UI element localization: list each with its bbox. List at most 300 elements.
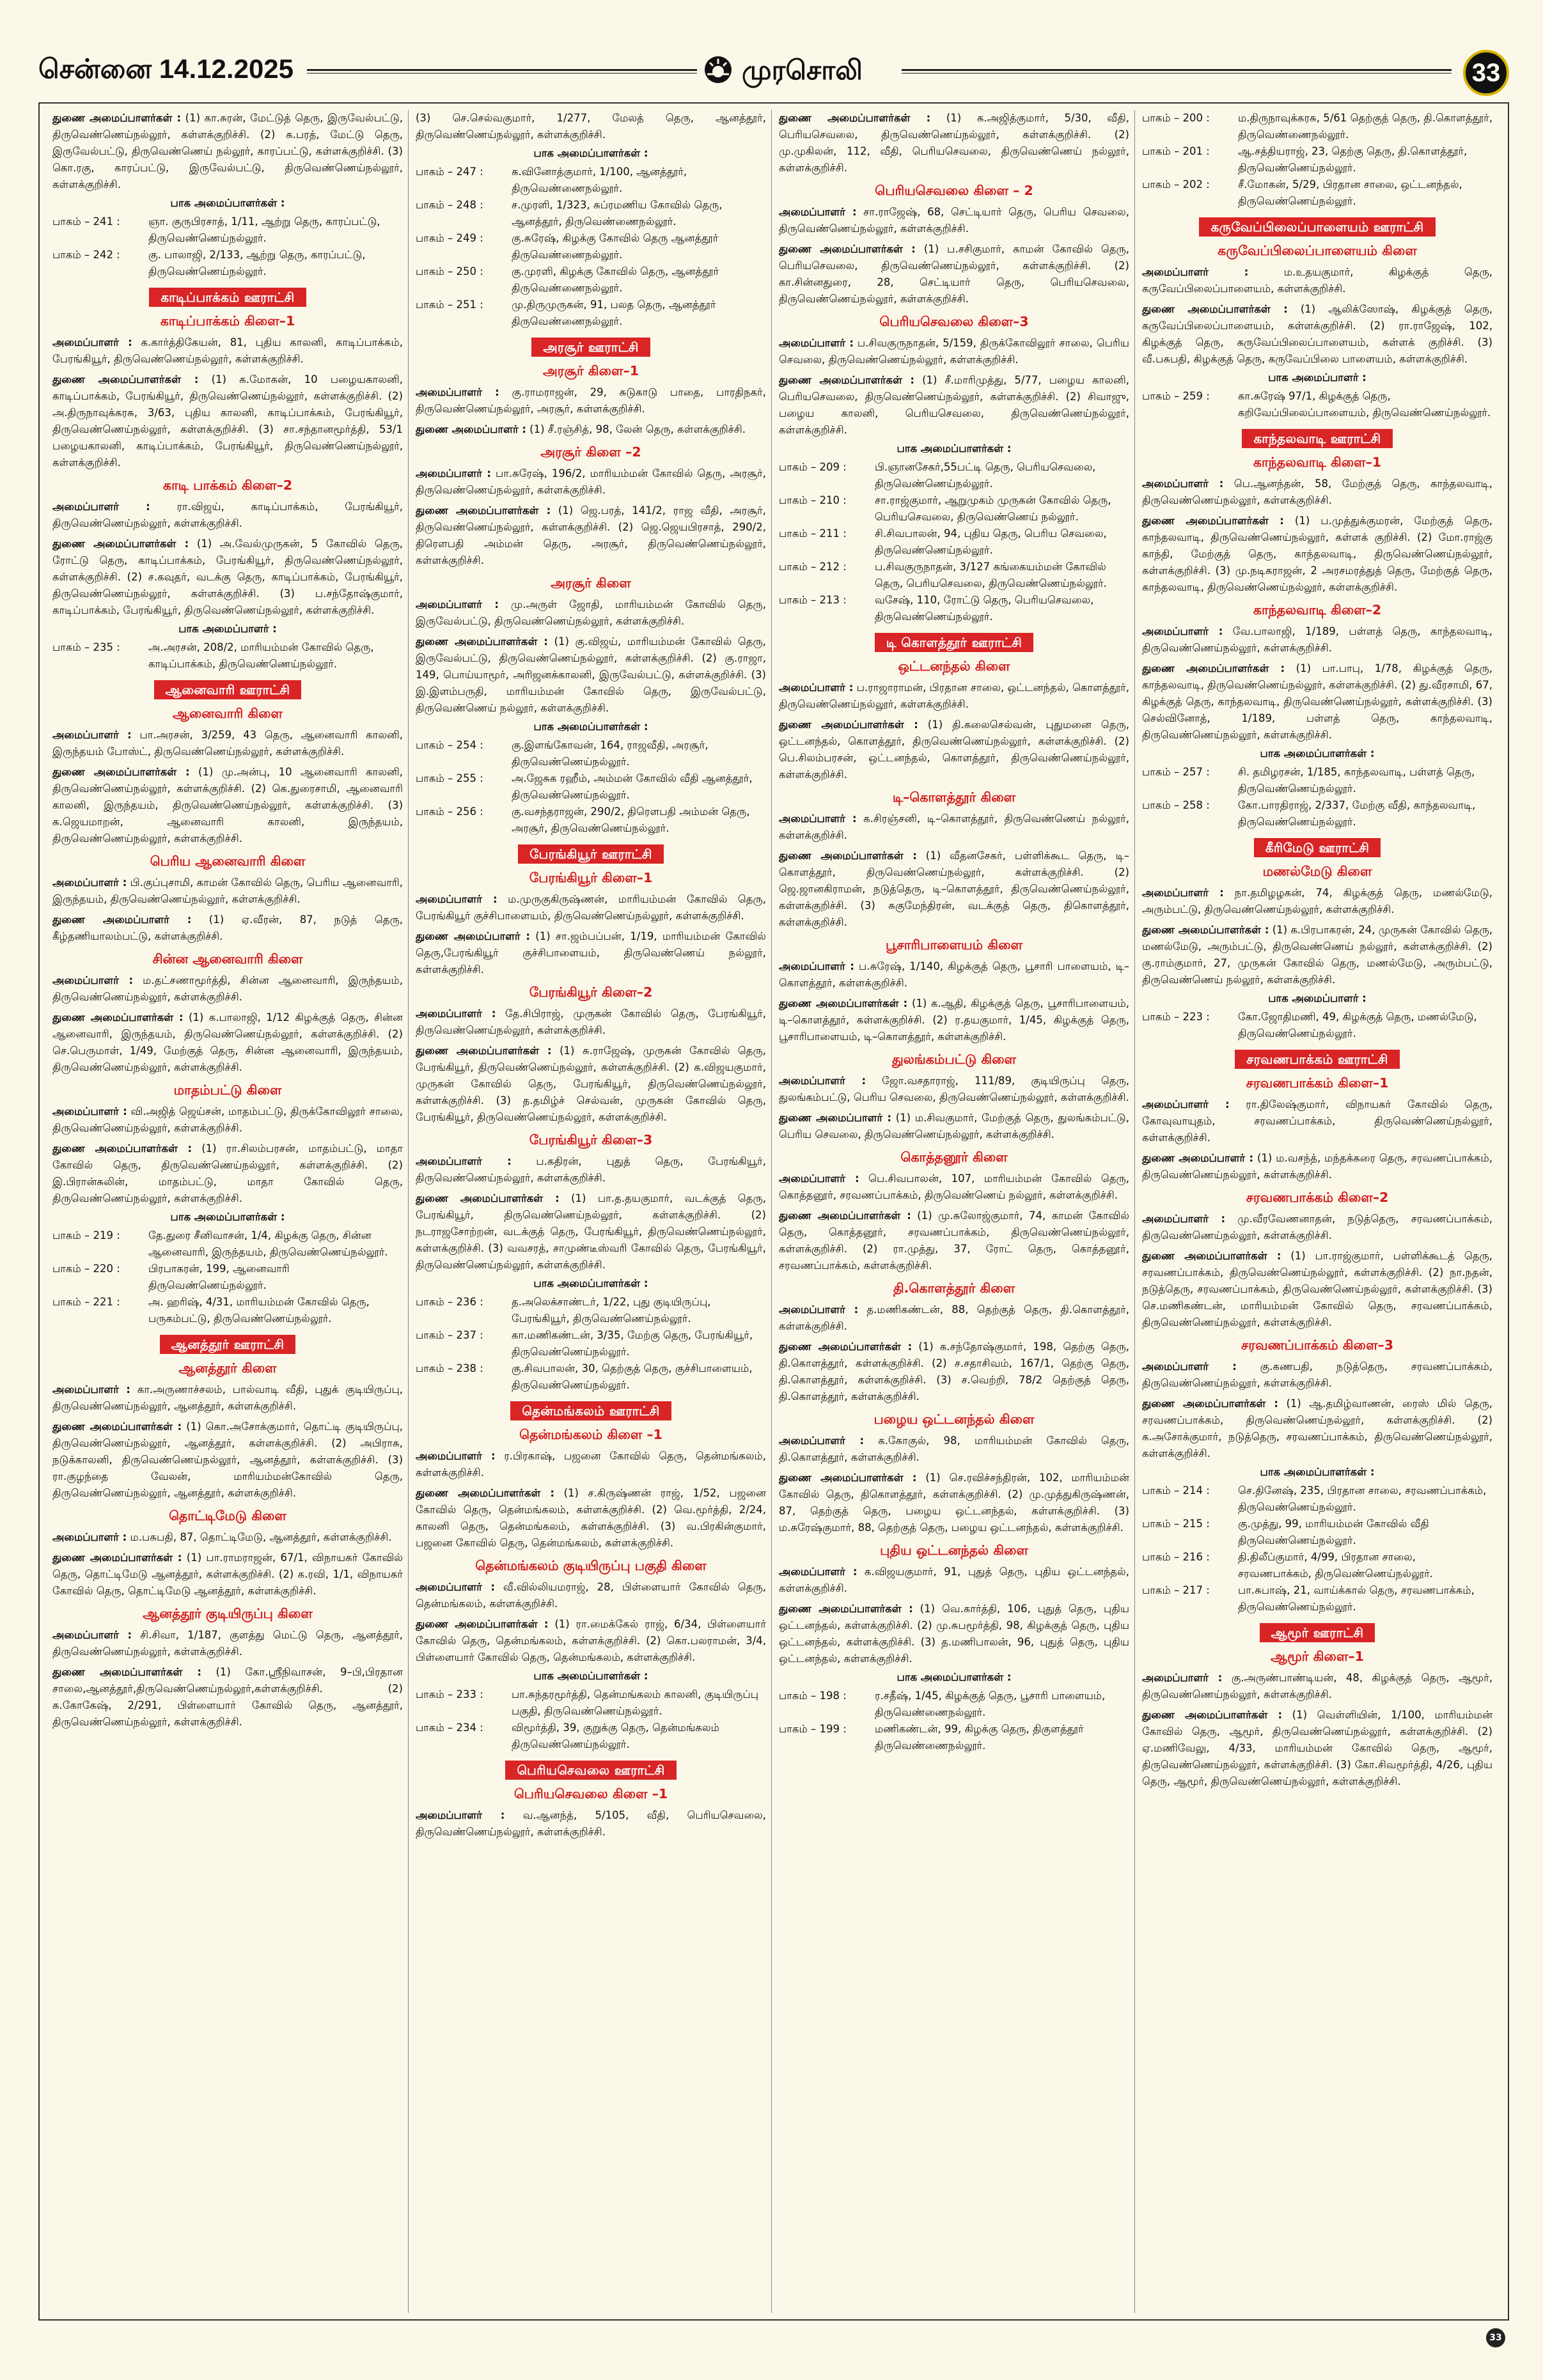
branch-heading: மணல்மேடு கிளை bbox=[1262, 864, 1372, 879]
entry-paragraph bbox=[416, 1579, 766, 1612]
entry-text: (1) மு.அன்பு, 10 ஆனைவாரி காலனி, திருவெண்ணெய்நல்லூர், கள்ளக்குறிச்சி. (2) கெ.துரைசாமி, ஆனைவாரி காலனி, இருந்தயம், திருவெண்ணெய்நல்லூர், கள்ளக்குறிச்சி. (3) க.ஜெயமாறன், ஆனைவாரி காலனி, இருந்தயம், திருவெண்ணெய்நல்லூர், கள்ளக்குறிச்சி. bbox=[52, 766, 403, 844]
booth-row bbox=[416, 230, 766, 263]
entry-paragraph bbox=[779, 1208, 1129, 1274]
entry-text: (1) சீ.ரஞ்சித், 98, லேன் தெரு, கள்ளக்குறிச்சி. bbox=[529, 423, 746, 435]
role-label: அமைப்பாளர் : bbox=[52, 1531, 127, 1543]
booth-row bbox=[779, 525, 1129, 559]
role-label: அமைப்பாளர் : bbox=[52, 1383, 130, 1396]
entry-text: (1) வீதனசேகர், பள்ளிக்கூட தெரு, டி–கொளத்தூர், திருவெண்ணெய்நல்லூர், கள்ளக்குறிச்சி. (2) ஜெ.ஜானகிராமன், நடுத்தெரு, டி–கொளத்தூர், திருவெண்ணெய்நல்லூர், கள்ளக்குறிச்சி. (3) சுகுமேந்திரன், வடக்குத் தெரு, திகொளத்தூர், கள்ளக்குறிச்சி. bbox=[779, 850, 1129, 928]
entry-paragraph bbox=[779, 1073, 1129, 1106]
branch-heading: சரவணபாக்கம் கிளை–2 bbox=[1246, 1190, 1389, 1205]
entry-paragraph bbox=[416, 1043, 766, 1126]
booth-row bbox=[416, 297, 766, 330]
panchayat-heading: கருவேப்பிலைப்பாளையம் ஊராட்சி bbox=[1199, 217, 1435, 237]
entry-text: (1) ஆலிக்ஸோஷ், கிழக்குத் தெரு, கருவேப்பிலைப்பாளையம், கள்ளக்குறிச்சி. (2) ரா.ராஜேஷ், 102, கிழக்குத் தெரு, கருவேப்பிலைப்பாளையம், கள்ளக் குறிச்சி. (3) வீ.பசுபதி, கிழக்குத் தெரு, கருவேப்பிலை பாளையம், கள்ளக்குறிச்சி. bbox=[1142, 303, 1492, 365]
role-label: துணை அமைப்பாளர்கள் : bbox=[779, 1209, 911, 1222]
entry-paragraph bbox=[779, 1564, 1129, 1597]
role-label: துணை அமைப்பாளர்கள் : bbox=[1142, 924, 1269, 936]
entry-paragraph bbox=[779, 372, 1129, 439]
entry-paragraph bbox=[1142, 623, 1492, 657]
booth-number: பாகம் – 233 : bbox=[416, 1688, 483, 1700]
panchayat-heading: பேரங்கியூர் ஊராட்சி bbox=[518, 844, 663, 864]
entry-text: (1) ம.வசந்த், மந்தக்கரை தெரு, சரவணப்பாக்கம், திருவெண்ணெய்நல்லூர், கள்ளக்குறிச்சி. bbox=[1142, 1152, 1492, 1181]
entry-paragraph bbox=[52, 1419, 403, 1502]
booth-row bbox=[52, 1227, 403, 1261]
entry-paragraph bbox=[52, 1627, 403, 1660]
entry-text: ப.சுரேஷ், 1/140, கிழக்குத் தெரு, பூசாரி பாளையம், டி–கொளத்தூர், கள்ளக்குறிச்சி. bbox=[779, 960, 1129, 989]
branch-heading: தென்மங்கலம் கிளை –1 bbox=[519, 1427, 662, 1442]
page-frame bbox=[38, 102, 1509, 2321]
booth-organiser: கு.முத்து, 99, மாரியம்மன் கோவில் வீதி திருவெண்ணெய்நல்லூர். bbox=[1238, 1518, 1429, 1546]
entry-text: மு.வீரவேணனாதன், நடுத்தெரு, சரவணப்பாக்கம், திருவெண்ணெய்நல்லூர், கள்ளக்குறிச்சி. bbox=[1142, 1213, 1492, 1241]
booth-organisers-heading: பாக அமைப்பாளர்கள் : bbox=[170, 1211, 285, 1223]
entry-text: கு.அருண்பாண்டியன், 48, கிழக்குத் தெரு, ஆமூர், திருவெண்ணெய்நல்லூர், கள்ளக்குறிச்சி. bbox=[1142, 1672, 1492, 1700]
entry-paragraph bbox=[1142, 660, 1492, 743]
role-label: துணை அமைப்பாளர் : bbox=[52, 914, 192, 926]
branch-heading: அரசூர் கிளை bbox=[551, 575, 631, 591]
entry-text: ம.பசுபதி, 87, தொட்டிமேடு, ஆனத்தூர், கள்ளக்குறிச்சி. bbox=[130, 1531, 392, 1543]
role-label: அமைப்பாளர் : bbox=[1142, 1213, 1226, 1225]
booth-number: பாகம் – 254 : bbox=[416, 739, 483, 751]
role-label: துணை அமைப்பாளர்கள் : bbox=[1142, 662, 1285, 674]
booth-organiser: தே.துரை சீனிவாசன், 1/4, கிழக்கு தெரு, சின்ன ஆனைவாரி, இருந்தயம், திருவெண்ணெய்நல்லூர். bbox=[148, 1229, 388, 1258]
entry-text: (1) சு.ராஜேஷ், முருகன் கோவில் தெரு, பேரங்கியூர், திருவெண்ணெய்நல்லூர், கள்ளக்குறிச்சி. (2) க.விஜயகுமார், முருகன் கோவில் தெரு, பேரங்கியூர், திருவெண்ணெய்நல்லூர், கள்ளக்குறிச்சி. (3) த.தமிழ்ச் செல்வன், முருகன் கோவில் தெரு, பேரங்கியூர், திருவெண்ணெய்நல்லூர், கள்ளக்குறிச்சி. bbox=[416, 1045, 766, 1123]
entry-text: க.விஜயகுமார், 91, புதுத் தெரு, புதிய ஒட்டனந்தல், கள்ளக்குறிச்சி. bbox=[779, 1566, 1129, 1594]
booth-number: பாகம் – 200 : bbox=[1142, 112, 1210, 124]
booth-organiser: கு.சுரேஷ், கிழக்கு கோவில் தெரு ஆனத்தூர் திருவெண்ணைநல்லூர். bbox=[512, 232, 719, 261]
entry-text: பா.அரசன், 3/259, 43 தெரு, ஆனைவாரி காலனி, இருந்தயம் போஸ்ட், திருவெண்ணெய்நல்லூர், கள்ளக்குறிச்சி. bbox=[52, 729, 403, 758]
booth-organiser: கு.சிவபாலன், 30, தெற்குத் தெரு, குச்சிபாளையம், திருவெண்ணெய்நல்லூர். bbox=[512, 1362, 753, 1391]
panchayat-heading: காந்தலவாடி ஊராட்சி bbox=[1242, 429, 1392, 448]
entry-text: ரா.விஜய், காடிப்பாக்கம், பேரங்கியூர், திருவெண்ணெய்நல்லூர், கள்ளக்குறிச்சி. bbox=[52, 501, 403, 529]
role-label: அமைப்பாளர் : bbox=[52, 729, 132, 741]
booth-number: பாகம் – 259 : bbox=[1142, 390, 1210, 402]
booth-list bbox=[1142, 110, 1492, 210]
entry-paragraph bbox=[52, 972, 403, 1006]
role-label: அமைப்பாளர் : bbox=[416, 1809, 505, 1821]
entry-paragraph bbox=[779, 1110, 1129, 1143]
branch-heading: பெரிய ஆனைவாரி கிளை bbox=[150, 853, 306, 869]
role-label: அமைப்பாளர் : bbox=[416, 1007, 496, 1020]
branch-heading: பெரியசெவலை கிளை –1 bbox=[513, 1786, 668, 1801]
booth-row bbox=[416, 1686, 766, 1720]
booth-organisers-heading: பாக அமைப்பாளர் : bbox=[1268, 992, 1367, 1004]
role-label: அமைப்பாளர் : bbox=[52, 1629, 132, 1641]
entry-text: (1) கு.விஜய், மாரியம்மன் கோவில் தெரு, இருவேல்பட்டு, திருவெண்ணெய்நல்லூர், கள்ளக்குறிச்சி. (2) கு.ராஜா, 149, பொய்யாமூர், அரிஜனக்காலனி, இருவேல்பட்டு, கள்ளக்குறிச்சி. (3) இ.இளம்பருதி, மாரியம்மன் கோவில் தெரு, இருவேல்பட்டு, திருவெண்ணெய் நல்லூர், கள்ளக்குறிச்சி. bbox=[416, 635, 766, 714]
booth-list bbox=[416, 1294, 766, 1394]
role-label: அமைப்பாளர் : bbox=[416, 598, 499, 611]
booth-list bbox=[779, 459, 1129, 625]
entry-paragraph bbox=[416, 928, 766, 978]
entry-text: நா.தமிழழகன், 74, கிழக்குத் தெரு, மணல்மேடு, அரும்பட்டு, திருவெண்ணெய்நல்லூர், கள்ளக்குறிச்சி. bbox=[1142, 887, 1492, 915]
booth-number: பாகம் – 201 : bbox=[1142, 145, 1210, 157]
booth-row bbox=[416, 263, 766, 297]
entry-text: ப.ராஜாராமன், பிரதான சாலை, ஒட்டனந்தல், கொளத்தூர், திருவெண்ணெய்நல்லூர், கள்ளக்குறிச்சி. bbox=[779, 681, 1129, 710]
booth-organisers-heading: பாக அமைப்பாளர் : bbox=[178, 623, 277, 635]
booth-number: பாகம் – 211 : bbox=[779, 527, 847, 540]
role-label: அமைப்பாளர் : bbox=[52, 336, 132, 348]
entry-paragraph bbox=[1142, 264, 1492, 297]
branch-heading: ஆனைவாரி கிளை bbox=[172, 706, 283, 721]
entry-text: (1) வெள்ளியின், 1/100, மாரியம்மன் கோவில் தெரு, ஆமூர், திருவெண்ணெய்நல்லூர், கள்ளக்குறிச்சி. (2) ஏ.மணிவேலு, 4/33, மாரியம்மன் கோவில் தெரு, ஆமூர், திருவெண்ணெய்நல்லூர், கள்ளக்குறிச்சி. (3) கோ.சிவமூர்த்தி, 4/26, புதிய தெரு, ஆமூர், திருவெண்ணெய்நல்லூர், கள்ளக்குறிச்சி. bbox=[1142, 1709, 1492, 1787]
entry-paragraph bbox=[416, 1616, 766, 1666]
booth-organiser: ச.முரளி, 1/323, சுப்ரமணிய கோவில் தெரு, ஆனத்தூர், திருவெண்ணைநல்லூர். bbox=[512, 199, 723, 228]
booth-row bbox=[1142, 764, 1492, 797]
entry-paragraph bbox=[52, 1550, 403, 1599]
booth-number: பாகம் – 223 : bbox=[1142, 1011, 1210, 1023]
role-label: அமைப்பாளர் : bbox=[779, 681, 854, 694]
entry-paragraph bbox=[52, 1140, 403, 1207]
booth-number: பாகம் – 198 : bbox=[779, 1690, 847, 1702]
panchayat-heading: காடிப்பாக்கம் ஊராட்சி bbox=[149, 288, 306, 307]
booth-number: பாகம் – 248 : bbox=[416, 199, 483, 211]
rising-sun-logo-icon bbox=[703, 55, 733, 84]
booth-number: பாகம் – 214 : bbox=[1142, 1484, 1210, 1497]
role-label: துணை அமைப்பாளர்கள் : bbox=[52, 1552, 182, 1564]
entry-text: (1) ரா.சிலம்பரசன், மாதம்பட்டு, மாதா கோவில் தெரு, திருவெண்ணெய்நல்லூர், கள்ளக்குறிச்சி. (2) இ.பிரான்சுலின், மாதம்பட்டு, மாதா கோவில் தெரு, திருவெண்ணெய்நல்லூர், கள்ளக்குறிச்சி. bbox=[52, 1142, 403, 1204]
booth-row bbox=[416, 1360, 766, 1394]
entry-text: (1) க.ஆதி, கிழக்குத் தெரு, பூசாரிபாளையம், டி–கொளத்தூர், கள்ளக்குறிச்சி. (2) ர.தயகுமார், 1/45, கிழக்குத் தெரு, பூசாரிபாளையம், டி–கொளத்தூர், கள்ளக்குறிச்சி. bbox=[779, 997, 1129, 1043]
entry-text: மு.அருள் ஜோதி, மாரியம்மன் கோவில் தெரு, இருவேல்பட்டு, திருவெண்ணெய்நல்லூர், கள்ளக்குறிச்சி. bbox=[416, 598, 766, 627]
role-label: துணை அமைப்பாளர்கள் : bbox=[779, 374, 915, 386]
booth-number: பாகம் – 256 : bbox=[416, 805, 483, 818]
booth-number: பாகம் – 250 : bbox=[416, 265, 483, 277]
role-label: துணை அமைப்பாளர்கள் : bbox=[52, 1011, 184, 1023]
entry-text: (1) கொ.அசோக்குமார், தொட்டி குடியிருப்பு, திருவெண்ணெய்நல்லூர், ஆனத்தூர், கள்ளக்குறிச்சி. (2) அபிராசு, நடுக்காலனி, திருவெண்ணெய்நல்லூர், ஆனத்தூர், கள்ளக்குறிச்சி. (3) ரா.குழந்தை வேலன், மாரியம்மன்கோவில் தெரு, திருவெண்ணெய்நல்லூர், ஆனத்தூர், கள்ளக்குறிச்சி. bbox=[52, 1420, 403, 1499]
entry-text: (1) செ.ரவிச்சந்திரன், 102, மாரியம்மன் கோவில் தெரு, திகொளத்தூர், கள்ளக்குறிச்சி. (2) மு.முத்துகிருஷ்ணன், 87, தெற்குத் தெரு, பழைய ஒட்டனந்தல், கள்ளக்குறிச்சி. (3) ம.சுரேஷ்குமார், 88, தெற்குத் தெரு, பழைய ஒட்டனந்தல், கள்ளக்குறிச்சி. bbox=[779, 1472, 1129, 1534]
booth-row bbox=[1142, 1482, 1492, 1516]
entry-text: (1) மு.சுலோஜ்குமார், 74, காமன் கோவில் தெரு, கொத்தனூர், சரவணப்பாக்கம், திருவெண்ணெய்நல்லூர், கள்ளக்குறிச்சி. (2) ரா.முத்து, 37, ரோட் தெரு, கொத்தனூர், சரவணப்பாக்கம், கள்ளக்குறிச்சி. bbox=[779, 1209, 1129, 1272]
entry-paragraph bbox=[416, 502, 766, 569]
booth-organiser: சி.சிவபாலன், 94, புதிய தெரு, பெரிய செவலை, திருவெண்ணெய்நல்லூர். bbox=[875, 527, 1107, 556]
booth-row bbox=[416, 1294, 766, 1327]
entry-paragraph bbox=[779, 110, 1129, 176]
role-label: அமைப்பாளர் : bbox=[779, 1172, 859, 1185]
booth-organiser: கா.மணிகண்டன், 3/35, மேற்கு தெரு, பேரங்கியூர், திருவெண்ணெய்நல்லூர். bbox=[512, 1329, 753, 1358]
booth-list bbox=[1142, 764, 1492, 830]
role-label: துணை அமைப்பாளர் : bbox=[416, 930, 530, 942]
booth-organiser: அ.ஜேசுக ரஹீம், அம்மன் கோவில் வீதி ஆனத்தூர், திருவெண்ணெய்நல்லூர். bbox=[512, 772, 753, 801]
entry-text: ம.உதயகுமார், கிழக்குத் தெரு, கருவேப்பிலைப்பாளையம், கள்ளக்குறிச்சி. bbox=[1142, 266, 1492, 295]
entry-paragraph bbox=[416, 596, 766, 630]
branch-heading: சின்ன ஆனைவாரி கிளை bbox=[152, 951, 303, 967]
booth-row bbox=[416, 770, 766, 804]
booth-number: பாகம் – 199 : bbox=[779, 1723, 847, 1735]
branch-heading: பேரங்கியூர் கிளை–3 bbox=[529, 1132, 653, 1147]
panchayat-heading: அரசூர் ஊராட்சி bbox=[531, 338, 650, 357]
booth-number: பாகம் – 210 : bbox=[779, 494, 847, 506]
panchayat-heading: ஆமூர் ஊராட்சி bbox=[1260, 1623, 1375, 1642]
role-label: துணை அமைப்பாளர்கள் : bbox=[1142, 1250, 1281, 1262]
entry-text: ரா.திலேஷ்குமார், விநாயகர் கோவில் தெரு, கோவுவாயுதம், சரவணப்பாக்கம், திருவெண்ணெய்நல்லூர், கள்ளக்குறிச்சி. bbox=[1142, 1098, 1492, 1144]
entry-text: (1) க.பாலாஜி, 1/12 கிழக்குத் தெரு, சின்ன ஆனைவாரி, இருந்தயம், திருவெண்ணெய்நல்லூர், கள்ளக்குறிச்சி. (2) செ.பெருமாள், 1/49, மேற்குத் தெரு, சின்ன ஆனைவாரி, இருந்தயம், திருவெண்ணெய்நல்லூர், கள்ளக்குறிச்சி. bbox=[52, 1011, 403, 1073]
entry-text: ம.முருகுகிருஷ்ணன், மாரியம்மன் கோவில் தெரு, பேரங்கியூர் குச்சிபாளையம், திருவெண்ணெய்நல்லூர், கள்ளக்குறிச்சி. bbox=[416, 893, 766, 922]
entry-text: (1) ஜெ.பரத், 141/2, ராஜ வீதி, அரசூர், திருவெண்ணெய்நல்லூர், கள்ளக்குறிச்சி. (2) ஜெ.ஜெயபிரசாத், 290/2, திரௌபதி அம்மன் தெரு, அரசூர், திருவெண்ணெய்நல்லூர், கள்ளக்குறிச்சி. bbox=[416, 504, 766, 566]
booth-row bbox=[1142, 176, 1492, 210]
role-label: அமைப்பாளர் : bbox=[1142, 478, 1224, 490]
entry-text: (3) செ.செல்வகுமார், 1/277, மேலத் தெரு, ஆனத்தூர், திருவெண்ணெய்நல்லூர், கள்ளக்குறிச்சி. bbox=[416, 112, 766, 141]
booth-list bbox=[52, 639, 403, 673]
branch-heading: காடிப்பாக்கம் கிளை–1 bbox=[160, 313, 295, 329]
role-label: அமைப்பாளர் : bbox=[779, 1435, 865, 1447]
column-4 bbox=[1142, 110, 1492, 2313]
entry-text: (1) வெ.கார்த்தி, 106, புதுத் தெரு, புதிய ஒட்டனந்தல், கள்ளக்குறிச்சி. (2) மு.சுபமூர்த்தி, 98, கிழக்குத் தெரு, புதிய ஒட்டனந்தல், கள்ளக்குறிச்சி. (3) த.மணிபாலன், 96, புதுத் தெரு, புதிய ஒட்டனந்தல், கள்ளக்குறிச்சி. bbox=[779, 1603, 1129, 1665]
booth-organisers-heading: பாக அமைப்பாளர்கள் : bbox=[1260, 1466, 1375, 1478]
booth-number: பாகம் – 257 : bbox=[1142, 766, 1210, 778]
entry-paragraph bbox=[1142, 1670, 1492, 1703]
entry-text: (1) க.சந்தோஷ்குமார், 198, தெற்கு தெரு, தி.கொளத்தூர், கள்ளக்குறிச்சி. (2) ச.சதாசிவம், 167/1, தெற்கு தெரு, தி.கொளத்தூர், கள்ளக்குறிச்சி. (3) ச.வெற்றி, 78/2 தெற்குத் தெரு, தி.கொளத்தூர், கள்ளக்குறிச்சி. bbox=[779, 1341, 1129, 1403]
booth-row bbox=[779, 1688, 1129, 1721]
booth-row bbox=[52, 1294, 403, 1327]
footer-page-number: 33 bbox=[1486, 2328, 1505, 2347]
booth-organisers-heading: பாக அமைப்பாளர்கள் : bbox=[533, 720, 648, 733]
entry-text: ப.கதிரன், புதுத் தெரு, பேரங்கியூர், திருவெண்ணெய்நல்லூர், கள்ளக்குறிச்சி. bbox=[416, 1155, 766, 1184]
role-label: அமைப்பாளர் : bbox=[416, 467, 491, 479]
booth-number: பாகம் – 212 : bbox=[779, 561, 847, 573]
entry-paragraph bbox=[779, 680, 1129, 713]
branch-heading: புதிய ஒட்டனந்தல் கிளை bbox=[880, 1543, 1028, 1558]
panchayat-heading: டி கொளத்தூர் ஊராட்சி bbox=[875, 633, 1033, 652]
booth-organiser: ம.திருநாவுக்கரசு, 5/61 தெற்குத் தெரு, தி.கொளத்தூர், திருவெண்ணைநல்லூர். bbox=[1238, 112, 1492, 141]
booth-organisers-heading: பாக அமைப்பாளர் : bbox=[1268, 371, 1367, 384]
booth-number: பாகம் – 219 : bbox=[52, 1229, 120, 1241]
booth-number: பாகம் – 217 : bbox=[1142, 1584, 1210, 1596]
entry-paragraph bbox=[52, 110, 403, 193]
booth-organisers-heading: பாக அமைப்பாளர்கள் : bbox=[533, 1670, 648, 1682]
booth-organiser: பா.சுந்தரமூர்த்தி, தென்மங்கலம் காலனி, குடியிருப்பு பகுதி, திருவெண்ணெய்நல்லூர். bbox=[512, 1688, 759, 1717]
entry-paragraph bbox=[416, 1190, 766, 1273]
role-label: துணை அமைப்பாளர்கள் : bbox=[416, 1192, 560, 1204]
booth-organiser: அ.அரசன், 208/2, மாரியம்மன் கோவில் தெரு, காடிப்பாக்கம், திருவெண்ணெய்நல்லூர். bbox=[148, 641, 374, 670]
role-label: துணை அமைப்பாளர்கள் : bbox=[52, 373, 199, 385]
entry-paragraph bbox=[1142, 1396, 1492, 1462]
booth-organiser: சி. தமிழரசன், 1/185, காந்தலவாடி, பள்ளத் தெரு, திருவெண்ணெய்நல்லூர். bbox=[1238, 766, 1475, 795]
panchayat-heading: சரவணபாக்கம் ஊராட்சி bbox=[1235, 1050, 1399, 1069]
entry-text: (1) ம.சிவகுமார், மேற்குத் தெரு, துலங்கம்பட்டு, பெரிய செவலை, திருவெண்ணெய்நல்லூர், கள்ளக்குறிச்சி. bbox=[779, 1112, 1129, 1140]
booth-number: பாகம் – 238 : bbox=[416, 1362, 483, 1374]
booth-organiser: கோ.ஜோதிமணி, 49, கிழக்குத் தெரு, மணல்மேடு, திருவெண்ணெய்நல்லூர். bbox=[1238, 1011, 1477, 1039]
booth-list bbox=[779, 1688, 1129, 1754]
entry-paragraph bbox=[1142, 513, 1492, 596]
entry-text: சா.ராஜேஷ், 68, செட்டியார் தெரு, பெரிய செவலை, திருவெண்ணெய்நல்லூர், கள்ளக்குறிச்சி. bbox=[779, 206, 1129, 235]
role-label: அமைப்பாளர் : bbox=[1142, 1672, 1223, 1684]
branch-heading: பேரங்கியூர் கிளை–2 bbox=[529, 984, 653, 1000]
branch-heading: மாதம்பட்டு கிளை bbox=[173, 1082, 282, 1098]
role-label: அமைப்பாளர் : bbox=[779, 813, 857, 825]
booth-row bbox=[416, 1327, 766, 1360]
masthead bbox=[38, 50, 1509, 95]
entry-paragraph bbox=[779, 958, 1129, 992]
entry-paragraph bbox=[779, 204, 1129, 237]
role-label: துணை அமைப்பாளர்கள் : bbox=[779, 719, 918, 731]
entry-paragraph bbox=[1142, 922, 1492, 988]
role-label: அமைப்பாளர் : bbox=[416, 893, 497, 905]
role-label: துணை அமைப்பாளர் : bbox=[779, 1112, 891, 1124]
role-label: அமைப்பாளர் : bbox=[779, 1566, 858, 1578]
booth-organiser: கு.முரளி, கிழக்கு கோவில் தெரு, ஆனத்தூர் திருவெண்ணைநல்லூர். bbox=[512, 265, 719, 294]
booth-list bbox=[1142, 388, 1492, 421]
booth-organiser: ஆ.சத்தியராஜ், 23, தெற்கு தெரு, தி.கொளத்தூர், திருவெண்ணெய்நல்லூர். bbox=[1238, 145, 1468, 174]
role-label: துணை அமைப்பாளர்கள் : bbox=[416, 635, 549, 648]
role-label: துணை அமைப்பாளர்கள் : bbox=[779, 997, 908, 1009]
booth-number: பாகம் – 242 : bbox=[52, 249, 120, 261]
entry-text: ம.தட்சணாமூர்த்தி, சின்ன ஆனைவாரி, இருந்தயம், திருவெண்ணெய்நல்லூர், கள்ளக்குறிச்சி. bbox=[52, 974, 403, 1003]
entry-text: கா.அருணாச்சலம், பால்வாடி வீதி, புதுக் குடியிருப்பு, திருவெண்ணெய்நல்லூர், ஆனத்தூர், கள்ளக்குறிச்சி. bbox=[52, 1383, 403, 1412]
branch-heading: பெரியசெவலை கிளை–3 bbox=[879, 314, 1029, 329]
branch-heading: காந்தலவாடி கிளை–2 bbox=[1253, 602, 1382, 618]
entry-paragraph bbox=[779, 1433, 1129, 1466]
booth-row bbox=[416, 737, 766, 770]
branch-heading: சரவணப்பாக்கம் கிளை–3 bbox=[1241, 1337, 1393, 1353]
booth-organisers-heading: பாக அமைப்பாளர்கள் : bbox=[533, 147, 648, 159]
booth-list bbox=[416, 737, 766, 837]
masthead-rule-left bbox=[307, 69, 697, 74]
entry-text: தே.சிபிராஜ், முருகன் கோவில் தெரு, பேரங்கியூர், திருவெண்ணெய்நல்லூர், கள்ளக்குறிச்சி. bbox=[416, 1007, 766, 1036]
entry-text: க.கார்த்திகேயன், 81, புதிய காலனி, காடிப்பாக்கம், பேரங்கியூர், திருவெண்ணெய்நல்லூர், கள்ளக்குறிச்சி. bbox=[52, 336, 403, 365]
entry-paragraph bbox=[779, 848, 1129, 931]
booth-row bbox=[1142, 388, 1492, 421]
branch-heading: டி–கொளத்தூர் கிளை bbox=[892, 789, 1016, 805]
booth-number: பாகம் – 251 : bbox=[416, 299, 483, 311]
entry-text: (1) சீ.மாரிமுத்து, 5/77, பழைய காலனி, பெரியசெவலை, திருவெண்ணெய்நல்லூர், கள்ளக்குறிச்சி. (2) சிவாஜு, பழைய காலனி, பெரியசெவலை, திருவெண்ணெய்நல்லூர், கள்ளக்குறிச்சி. bbox=[779, 374, 1129, 436]
booth-organiser: பிரபாகரன், 199, ஆனைவாரி திருவெண்ணெய்நல்லூர். bbox=[148, 1263, 290, 1291]
entry-text: (1) ரா.மைக்கேல் ராஜ், 6/34, பிள்ளையார் கோவில் தெரு, தென்மங்கலம், கள்ளக்குறிச்சி. (2) கொ.பலராமன், 3/4, பிள்ளையார் கோவில் தெரு, தென்மங்கலம், கள்ளக்குறிச்சி. bbox=[416, 1618, 766, 1663]
entry-text: ப.சிவகுருநாதன், 5/159, திருக்கோவிலூர் சாலை, பெரிய செவலை, திருவெண்ணெய்நல்லூர், கள்ளக்குறிச்சி. bbox=[779, 337, 1129, 366]
role-label: துணை அமைப்பாளர்கள் : bbox=[1142, 303, 1288, 315]
entry-paragraph bbox=[52, 1009, 403, 1076]
booth-row bbox=[416, 804, 766, 837]
booth-row bbox=[1142, 1516, 1492, 1549]
booth-organiser: கு.வசந்தராஜன், 290/2, திரௌபதி அம்மன் தெரு, அரசூர், திருவெண்ணெய்நல்லூர். bbox=[512, 805, 750, 834]
role-label: துணை அமைப்பாளர்கள் : bbox=[416, 504, 551, 517]
entry-paragraph bbox=[52, 371, 403, 471]
panchayat-heading: ஆனத்தூர் ஊராட்சி bbox=[160, 1335, 296, 1354]
role-label: துணை அமைப்பாளர்கள் : bbox=[779, 850, 917, 862]
booth-list bbox=[1142, 1482, 1492, 1615]
role-label: அமைப்பாளர் : bbox=[52, 876, 127, 889]
role-label: துணை அமைப்பாளர்கள் : bbox=[52, 1666, 201, 1678]
booth-organiser: சீ.மோகன், 5/29, பிரதான சாலை, ஒட்டனந்தல், திருவெண்ணெய்நல்லூர். bbox=[1238, 178, 1462, 207]
booth-organiser: கு. பாலாஜி, 2/133, ஆற்று தெரு, காரப்பட்டு, திருவெண்ணெய்நல்லூர். bbox=[148, 249, 366, 277]
entry-text: பெ.சிவபாலன், 107, மாரியம்மன் கோவில் தெரு, கொத்தனூர், சரவணப்பாக்கம், திருவெண்ணெய் நல்லூர், கள்ளக்குறிச்சி. bbox=[779, 1172, 1129, 1201]
entry-paragraph bbox=[52, 1529, 403, 1546]
booth-list bbox=[52, 1227, 403, 1327]
role-label: துணை அமைப்பாளர்கள் : bbox=[779, 1341, 912, 1353]
entry-text: கு.கணபதி, நடுத்தெரு, சரவணப்பாக்கம், திருவெண்ணெய்நல்லூர், கள்ளக்குறிச்சி. bbox=[1142, 1360, 1492, 1389]
entry-text: வ.ஆனந்த், 5/105, வீதி, பெரியசெவலை, திருவெண்ணெய்நல்லூர், கள்ளக்குறிச்சி. bbox=[416, 1809, 766, 1838]
entry-paragraph bbox=[416, 1006, 766, 1039]
booth-row bbox=[779, 559, 1129, 592]
role-label: துணை அமைப்பாளர்கள் : bbox=[52, 1142, 192, 1155]
entry-paragraph bbox=[1142, 1248, 1492, 1331]
role-label: அமைப்பாளர் : bbox=[416, 386, 499, 398]
booth-organiser: மணிகண்டன், 99, கிழக்கு தெரு, திகுளத்தூர் திருவெண்ணைநல்லூர். bbox=[875, 1723, 1084, 1752]
column-3 bbox=[779, 110, 1129, 2313]
entry-paragraph bbox=[416, 110, 766, 143]
entry-text: த.மணிகண்டன், 88, தெற்குத் தெரு, தி.கொளத்தூர், கள்ளக்குறிச்சி. bbox=[779, 1303, 1129, 1332]
entry-text: (1) ஏ.வீரன், 87, நடுத் தெரு, கீழ்தணியாலம்பட்டு, கள்ளக்குறிச்சி. bbox=[52, 914, 403, 942]
booth-list bbox=[416, 164, 766, 330]
role-label: துணை அமைப்பாளர்கள் : bbox=[779, 112, 931, 124]
role-label: அமைப்பாளர் : bbox=[779, 337, 854, 349]
entry-text: வி.அஜித் ஜெய்சன், மாதம்பட்டு, திருக்கோவிலூர் சாலை, திருவெண்ணெய்நல்லூர், கள்ளக்குறிச்சி. bbox=[52, 1105, 403, 1134]
entry-paragraph bbox=[779, 1470, 1129, 1536]
role-label: துணை அமைப்பாளர்கள் : bbox=[1142, 515, 1284, 527]
branch-heading: ஆமூர் கிளை–1 bbox=[1271, 1649, 1364, 1664]
booth-row bbox=[52, 214, 403, 247]
booth-row bbox=[779, 1721, 1129, 1754]
booth-organiser: செ.தினேஷ், 235, பிரதான சாலை, சரவணப்பாக்கம், திருவெண்ணெய்நல்லூர். bbox=[1238, 1484, 1487, 1513]
entry-paragraph bbox=[52, 875, 403, 908]
branch-heading: தி.கொளத்தூர் கிளை bbox=[893, 1280, 1015, 1296]
booth-row bbox=[779, 592, 1129, 625]
entry-paragraph bbox=[779, 811, 1129, 844]
booth-row bbox=[1142, 110, 1492, 143]
entry-text: (1) க.பிரபாகரன், 24, முருகன் கோவில் தெரு, மணல்மேடு, அரும்பட்டு, திருவெண்ணெய் நல்லூர், கள்ளக்குறிச்சி. (2) கு.ராம்குமார், 27, முருகன் கோவில் தெரு, மணல்மேடு, அரும்பட்டு, திருவெண்ணெய் நல்லூர், கள்ளக்குறிச்சி. bbox=[1142, 924, 1492, 986]
branch-heading: பேரங்கியூர் கிளை–1 bbox=[529, 870, 653, 885]
entry-paragraph bbox=[52, 536, 403, 619]
entry-paragraph bbox=[416, 465, 766, 499]
booth-row bbox=[416, 197, 766, 230]
entry-paragraph bbox=[52, 1664, 403, 1731]
entry-text: வே.பாலாஜி, 1/189, பள்ளத் தெரு, காந்தலவாடி, திருவெண்ணெய்நல்லூர், கள்ளக்குறிச்சி. bbox=[1142, 625, 1492, 654]
booth-row bbox=[779, 459, 1129, 492]
booth-organiser: க.வினோத்குமார், 1/100, ஆனத்தூர், திருவெண்ணைநல்லூர். bbox=[512, 166, 687, 194]
entry-paragraph bbox=[1142, 476, 1492, 509]
role-label: துணை அமைப்பாளர்கள் : bbox=[1142, 1397, 1278, 1410]
entry-paragraph bbox=[416, 421, 766, 438]
panchayat-heading: கீரிமேடு ஊராட்சி bbox=[1254, 838, 1381, 857]
entry-paragraph bbox=[52, 727, 403, 760]
entry-text: பா.சுரேஷ், 196/2, மாரியம்மன் கோவில் தெரு, அரசூர், திருவெண்ணெய்நல்லூர், கள்ளக்குறிச்சி. bbox=[416, 467, 766, 496]
entry-text: ஜோ.வசதாராஜ், 111/89, குடியிருப்பு தெரு, துலங்கம்பட்டு, பெரிய செவலை, திருவெண்ணெய்நல்லூர், கள்ளக்குறிச்சி. bbox=[779, 1075, 1129, 1103]
role-label: துணை அமைப்பாளர்கள் : bbox=[52, 1420, 182, 1433]
booth-row bbox=[52, 639, 403, 673]
role-label: துணை அமைப்பாளர்கள் : bbox=[779, 1472, 917, 1484]
entry-paragraph bbox=[52, 499, 403, 532]
role-label: அமைப்பாளர் : bbox=[1142, 1360, 1237, 1373]
booth-organisers-heading: பாக அமைப்பாளர்கள் : bbox=[1260, 747, 1375, 759]
role-label: அமைப்பாளர் : bbox=[52, 501, 150, 513]
entry-paragraph bbox=[779, 1601, 1129, 1667]
role-label: துணை அமைப்பாளர் : bbox=[1142, 1152, 1254, 1164]
entry-paragraph bbox=[416, 634, 766, 717]
branch-heading: பழைய ஒட்டனந்தல் கிளை bbox=[873, 1412, 1035, 1427]
booth-organiser: ப.சிவகுருநாதன், 3/127 கங்கையம்மன் கோவில் தெரு, பெரியசெவலை, திருவெண்ணெய்நல்லூர். bbox=[875, 561, 1107, 589]
entry-paragraph bbox=[1142, 1211, 1492, 1244]
branch-heading: பெரியசெவலை கிளை – 2 bbox=[875, 183, 1033, 198]
entry-text: (1) க.மோகன், 10 பழையகாலனி, காடிப்பாக்கம், பேரங்கியூர், திருவெண்ணெய்நல்லூர், கள்ளக்குறிச்சி. (2) அ.திருநாவுக்கரசு, 3/63, புதிய காலனி, காடிப்பாக்கம், பேரங்கியூர், திருவெண்ணெய்நல்லூர், கள்ளக்குறிச்சி. (3) சா.சந்தானமூர்த்தி, 53/1 பழையகாலனி, காடிப்பாக்கம், பேரங்கியூர், திருவெண்ணெய்நல்லூர், கள்ளக்குறிச்சி. bbox=[52, 373, 403, 469]
entry-text: (1) கா.சுரன், மேட்டுத் தெரு, இருவேல்பட்டு, திருவெண்ணெய்நல்லூர், கள்ளக்குறிச்சி. (2) க.பரத், மேட்டு தெரு, இருவேல்பட்டு, திருவெண்ணெய் நல்லூர், காரப்பட்டு, கள்ளக்குறிச்சி. (3) கொ.ரகு, காரப்பட்டு, இருவேல்பட்டு, திருவெண்ணெய்நல்லூர், கள்ளக்குறிச்சி. bbox=[52, 112, 403, 191]
booth-row bbox=[416, 164, 766, 197]
booth-organiser: கு.இளங்கோவன், 164, ராஜவீதி, அரசூர், திருவெண்ணெய்நல்லூர். bbox=[512, 739, 709, 768]
booth-organiser: மு.திருமுருகன், 91, பலத தெரு, ஆனத்தூர் திருவெண்ணைநல்லூர். bbox=[512, 299, 716, 327]
entry-paragraph bbox=[416, 1485, 766, 1552]
booth-organiser: பா.சுபாஷ், 21, வாய்க்கால் தெரு, சரவணபாக்கம், திருவெண்ணெய்நல்லூர். bbox=[1238, 1584, 1475, 1613]
entry-text: (1) தி.கலைசெல்வன், புதுமனை தெரு, ஒட்டனந்தல், கொளத்தூர், திருவெண்ணெய்நல்லூர், கள்ளக்குறிச்சி. (2) பெ.சிலம்பரசன், ஒட்டனந்தல், கொளத்தூர், திருவெண்ணெய்நல்லூர், கள்ளக்குறிச்சி. bbox=[779, 719, 1129, 781]
booth-row bbox=[52, 1261, 403, 1294]
booth-organiser: வசேஷ், 110, ரோட்டு தெரு, பெரியசெவலை, திருவெண்ணெய்நல்லூர். bbox=[875, 594, 1094, 623]
entry-text: (1) பா.பாபு, 1/78, கிழக்குத் தெரு, காந்தலவாடி, திருவெண்ணெய்நல்லூர், கள்ளக்குறிச்சி. (2) து.வீரசாமி, 67, கிழக்குத் தெரு, காந்தலவாடி, திருவெண்ணெய்நல்லூர், கள்ளக்குறிச்சி. (3) செல்வினோத், 1/189, பள்ளத் தெரு, காந்தலவாடி, திருவெண்ணெய்நல்லூர், கள்ளக்குறிச்சி. bbox=[1142, 662, 1492, 741]
panchayat-heading: பெரியசெவலை ஊராட்சி bbox=[505, 1761, 676, 1780]
booth-number: பாகம் – 235 : bbox=[52, 641, 120, 653]
role-label: அமைப்பாளர் : bbox=[779, 1303, 859, 1316]
role-label: துணை அமைப்பாளர்கள் : bbox=[52, 766, 190, 778]
booth-number: பாகம் – 216 : bbox=[1142, 1551, 1210, 1563]
role-label: துணை அமைப்பாளர் : bbox=[416, 423, 526, 435]
booth-number: பாகம் – 202 : bbox=[1142, 178, 1210, 191]
role-label: அமைப்பாளர் : bbox=[779, 960, 855, 972]
